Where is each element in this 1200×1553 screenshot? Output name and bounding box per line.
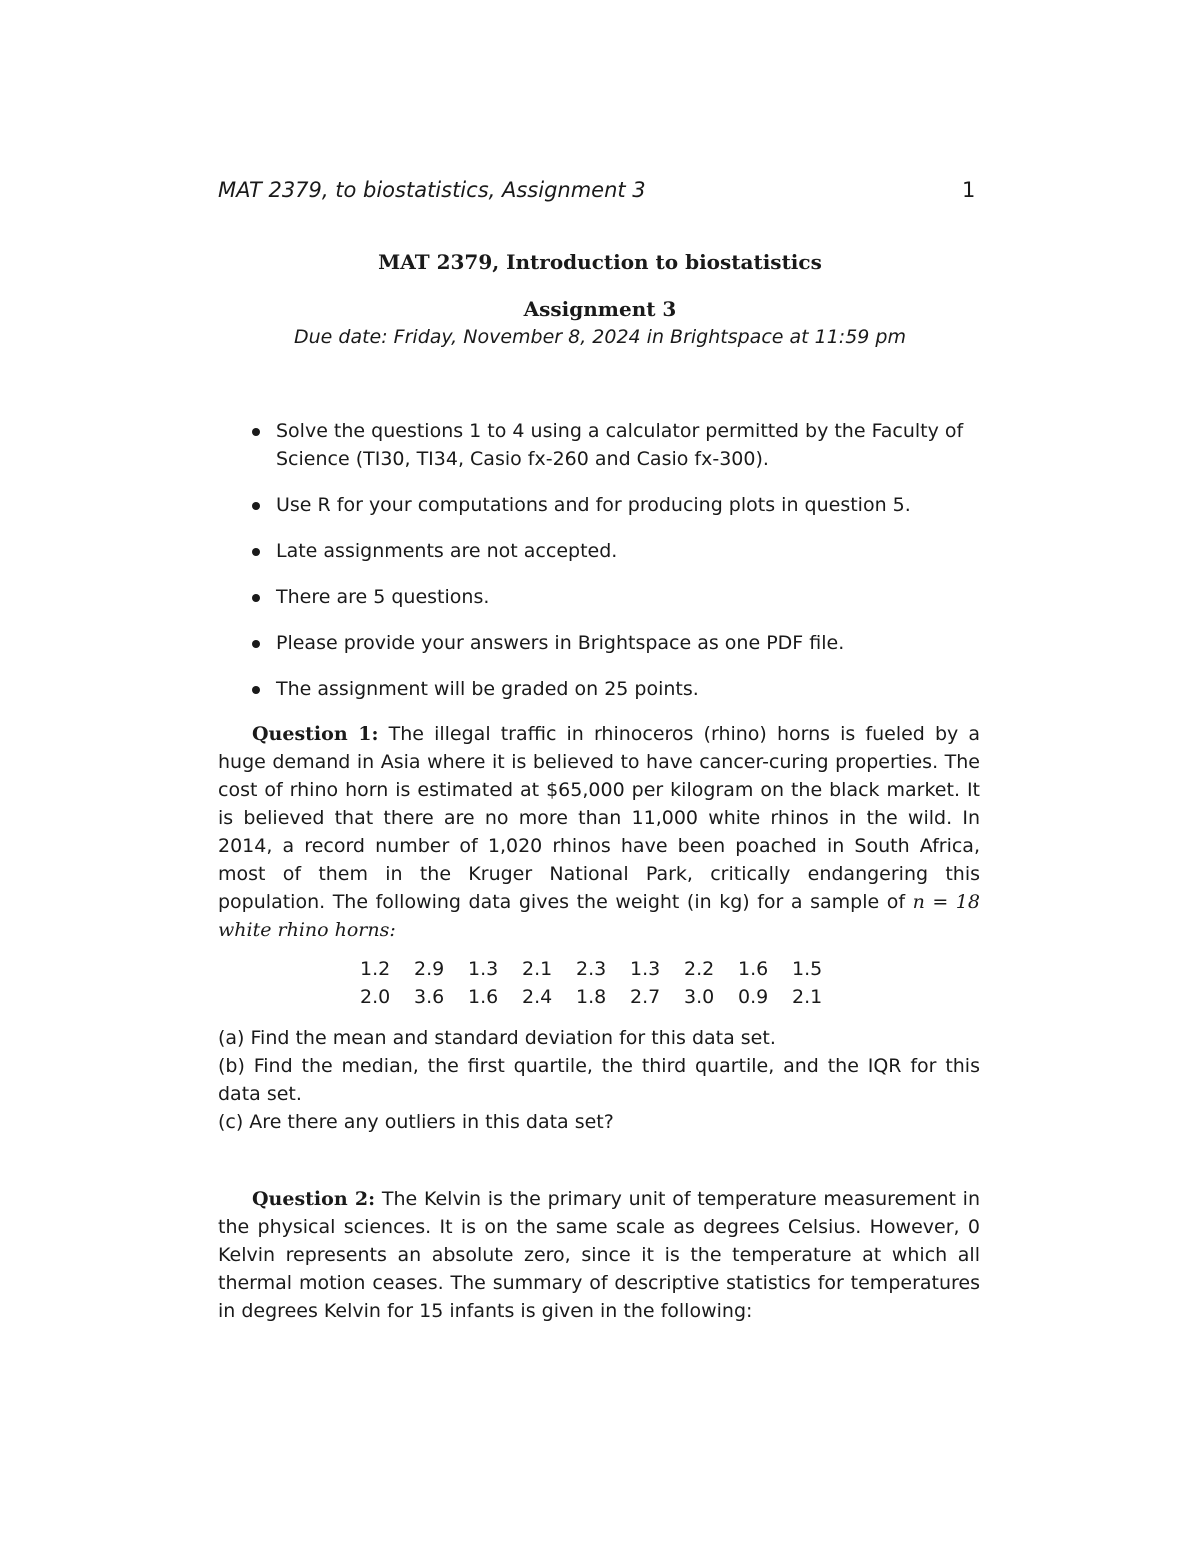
- assignment-subtitle: Assignment 3: [523, 297, 677, 321]
- data-cell: 3.6: [414, 986, 445, 1008]
- question-2-text: The Kelvin is the primary unit of temperature measurement in the physical sciences. It is on the same scale as degrees Celsius. However, 0 Kelvin represents an absolute zero, since it is the temperature at which all thermal motion ceases. The summary of descriptive statistics for temperatures in degrees Kelvin for 15 infants is given in the following:: [218, 1188, 980, 1322]
- table-row: [360, 983, 846, 1011]
- question-1-sample-size: n = 18 white rhino horns:: [218, 891, 980, 941]
- question-1-parts: [218, 1024, 980, 1136]
- question-1-part-b: (b) Find the median, the first quartile, the third quartile, and the IQR for this data set.: [218, 1055, 980, 1105]
- data-cell: 2.0: [360, 986, 391, 1008]
- instruction-list: [250, 417, 980, 721]
- table-row: [360, 955, 846, 983]
- question-2-label: Question 2:: [252, 1188, 376, 1210]
- data-cell: 2.1: [522, 958, 553, 980]
- instruction-text: There are 5 questions.: [276, 586, 490, 608]
- running-header: MAT 2379, to biostatistics, Assignment 3: [218, 178, 646, 202]
- data-cell: 2.1: [792, 986, 823, 1008]
- document-title: MAT 2379, Introduction to biostatistics: [378, 250, 822, 274]
- bullet-icon: [252, 548, 260, 556]
- data-cell: 0.9: [738, 986, 769, 1008]
- data-cell: 1.3: [468, 958, 499, 980]
- due-date: Due date: Friday, November 8, 2024 in Brightspace at 11:59 pm: [293, 326, 906, 348]
- instruction-item: [250, 629, 980, 657]
- data-cell: 1.2: [360, 958, 391, 980]
- bullet-icon: [252, 594, 260, 602]
- data-cell: 1.5: [792, 958, 823, 980]
- instruction-item: [250, 583, 980, 611]
- instruction-item: [250, 675, 980, 703]
- data-cell: 2.7: [630, 986, 661, 1008]
- question-2: [218, 1185, 980, 1325]
- question-1-text: The illegal traffic in rhinoceros (rhino) horns is fueled by a huge demand in Asia where it is believed to have cancer-curing properties. The cost of rhino horn is estimated at $65,000 per kilogram on the black market. It is believed that there are no more than 11,000 white rhinos in the wild. In 2014, a record number of 1,020 rhinos have been poached in South Africa, most of them in the Kruger National Park, critically endangering this population. The following data gives the weight (in kg) for a sample of: [218, 723, 981, 913]
- bullet-icon: [252, 686, 260, 694]
- data-cell: 2.4: [522, 986, 553, 1008]
- data-cell: 1.6: [738, 958, 769, 980]
- instruction-item: [250, 537, 980, 565]
- question-1: [218, 720, 980, 944]
- data-cell: 1.6: [468, 986, 499, 1008]
- instruction-item: [250, 417, 980, 473]
- data-cell: 3.0: [684, 986, 715, 1008]
- data-cell: 1.8: [576, 986, 607, 1008]
- data-cell: 2.3: [576, 958, 607, 980]
- instruction-text: Late assignments are not accepted.: [276, 540, 618, 562]
- question-1-part-c: (c) Are there any outliers in this data set?: [218, 1111, 614, 1133]
- data-cell: 2.9: [414, 958, 445, 980]
- instruction-text: Use R for your computations and for producing plots in question 5.: [276, 494, 911, 516]
- data-cell: 2.2: [684, 958, 715, 980]
- instruction-text: Solve the questions 1 to 4 using a calculator permitted by the Faculty of Science (TI30, TI34, Casio fx-260 and Casio fx-300).: [276, 420, 964, 470]
- page-number: 1: [962, 178, 976, 202]
- bullet-icon: [252, 428, 260, 436]
- bullet-icon: [252, 640, 260, 648]
- question-1-label: Question 1:: [252, 723, 379, 745]
- instruction-text: The assignment will be graded on 25 points.: [276, 678, 699, 700]
- bullet-icon: [252, 502, 260, 510]
- instruction-text: Please provide your answers in Brightspace as one PDF file.: [276, 632, 845, 654]
- data-cell: 1.3: [630, 958, 661, 980]
- question-1-part-a: (a) Find the mean and standard deviation for this data set.: [218, 1027, 776, 1049]
- instruction-item: [250, 491, 980, 519]
- rhino-horn-data-table: [360, 955, 846, 1011]
